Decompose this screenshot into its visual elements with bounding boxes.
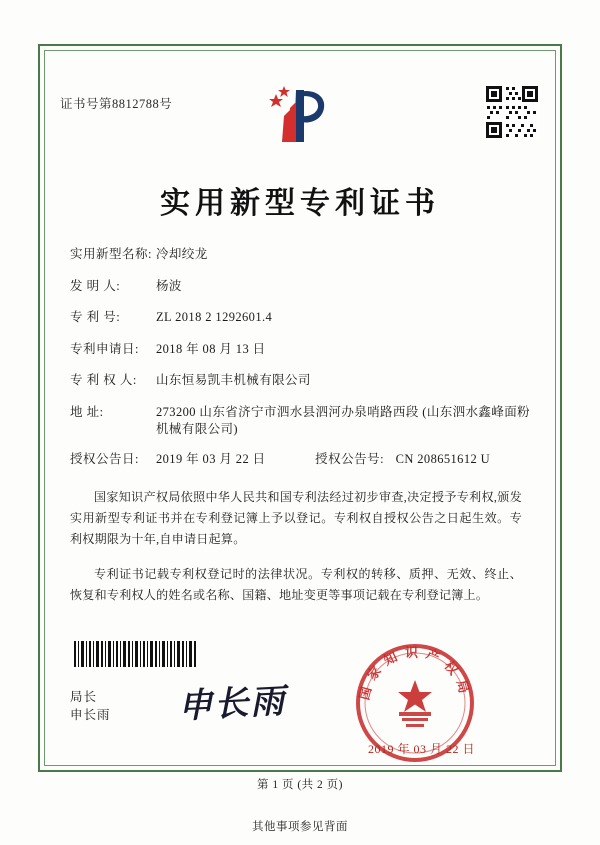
signature-name: 申长雨: [70, 708, 111, 722]
certificate-number: 证书号第8812788号: [60, 97, 173, 111]
page-title: 实用新型专利证书: [160, 187, 440, 220]
paragraph-1: 国家知识产权局依照中华人民共和国专利法经过初步审查,决定授予专利权,颁发实用新型专利证书并在专利登记簿上予以登记。专利权自授权公告之日起生效。专利权期限为十年,自申请日起算。: [70, 490, 522, 546]
paragraph-2: 专利证书记载专利权登记时的法律状况。专利权的转移、质押、无效、终止、恢复和专利权人的姓名或名称、国籍、地址变更等事项记载在专利登记簿上。: [70, 567, 522, 602]
field-list: [70, 246, 532, 483]
field-row-utility-model-name: [70, 246, 532, 264]
footer-note: 其他事项参见背面: [252, 821, 348, 833]
certificate-header: [60, 82, 540, 162]
barcode: [74, 641, 198, 667]
signature-title: 局长: [70, 690, 98, 704]
field-label: 专 利 权 人:: [70, 373, 137, 387]
field-label: 实用新型名称:: [70, 247, 152, 261]
field-value: 2018 年 08 月 13 日: [156, 341, 266, 356]
field-value: ZL 2018 2 1292601.4: [156, 310, 273, 324]
grant-number-value: CN 208651612 U: [395, 452, 491, 466]
seal-date: 2019 年 03 月 22 日: [368, 742, 476, 756]
grant-number-label: 授权公告号:: [315, 452, 385, 466]
field-row-patent-number: [70, 309, 532, 327]
field-value: 杨波: [156, 278, 182, 293]
field-label: 授权公告日:: [70, 452, 139, 466]
field-value: 273200 山东省济宁市泗水县泗河办泉哨路西段 (山东泗水鑫峰面粉机械有限公司): [156, 404, 531, 436]
handwritten-signature: 申长雨: [177, 681, 288, 727]
field-value: 山东恒易凯丰机械有限公司: [156, 373, 311, 387]
field-row-inventor: [70, 278, 532, 296]
qr-code: [484, 84, 540, 140]
field-row-grant-announcement: [70, 451, 532, 469]
page-number: 第 1 页 (共 2 页): [256, 779, 344, 791]
body-text: [70, 487, 522, 620]
field-label: 专利申请日:: [70, 341, 139, 356]
field-label: 地 址:: [70, 404, 104, 419]
cnipa-logo-icon: [268, 82, 340, 148]
svg-text:国家知识产权局: 国家知识产权局: [356, 645, 474, 702]
signature-block: [70, 688, 111, 724]
field-row-patentee: [70, 372, 532, 390]
grant-date-value: 2019 年 03 月 22 日: [156, 452, 266, 466]
field-label: 专 利 号:: [70, 310, 121, 324]
field-value-group: [156, 451, 532, 469]
field-value: 冷却绞龙: [156, 247, 208, 261]
field-row-address: [70, 404, 532, 438]
field-row-application-date: [70, 341, 532, 359]
field-label: 发 明 人:: [70, 278, 121, 293]
